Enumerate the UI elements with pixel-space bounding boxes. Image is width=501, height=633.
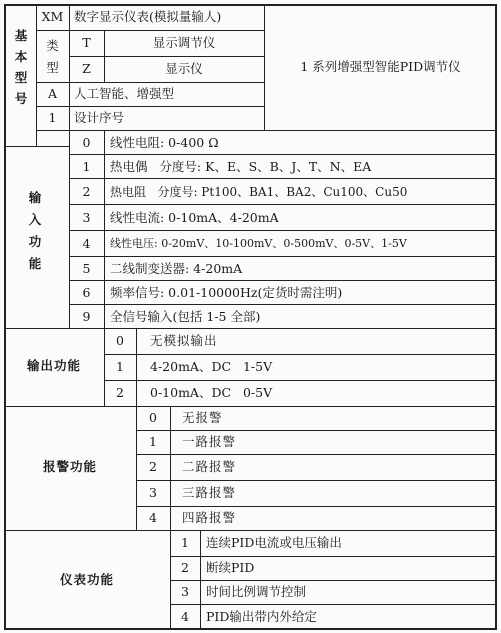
instrument-section-title: 仪表功能 <box>59 572 114 587</box>
instrument-desc: 断续PID <box>206 560 255 575</box>
basic-title-char: 本 <box>14 49 28 64</box>
grid-line <box>170 580 497 581</box>
alarm-code: 3 <box>149 485 157 500</box>
input-code: 2 <box>82 184 91 199</box>
output-desc: 4-20mA、DC 1-5V <box>150 359 273 374</box>
grid-line <box>69 280 497 281</box>
basic-desc: 人工智能、增强型 <box>74 86 175 101</box>
input-code: 4 <box>82 236 91 251</box>
input-code: 0 <box>82 135 91 150</box>
grid-line <box>69 256 497 257</box>
grid-line <box>170 604 497 605</box>
grid-line <box>36 130 497 131</box>
input-title-char: 入 <box>28 212 42 227</box>
alarm-desc: 无报警 <box>182 410 223 425</box>
input-desc: 热电阻 分度号: Pt100、BA1、BA2、Cu100、Cu50 <box>110 185 408 199</box>
grid-line <box>69 154 497 155</box>
input-desc: 线性电阻: 0-400 Ω <box>110 135 219 150</box>
input-code: 9 <box>82 309 91 324</box>
output-desc: 0-10mA、DC 0-5V <box>150 385 273 400</box>
basic-code: A <box>47 86 58 101</box>
output-code: 1 <box>116 359 124 374</box>
grid-line <box>104 354 497 355</box>
instrument-code: 2 <box>181 560 189 575</box>
input-desc: 二线制变送器: 4-20mA <box>110 261 243 276</box>
instrument-code: 1 <box>181 535 189 550</box>
alarm-code: 1 <box>149 434 157 449</box>
input-title-char: 功 <box>28 234 42 249</box>
input-code: 6 <box>82 285 91 300</box>
grid-line <box>136 454 497 455</box>
grid-line <box>4 530 497 531</box>
alarm-desc: 三路报警 <box>182 485 237 500</box>
basic-title-char: 号 <box>14 91 28 106</box>
basic-code: T <box>82 35 91 50</box>
basic-desc: 数字显示仪表(模拟量输人) <box>74 9 222 24</box>
input-title-char: 能 <box>28 256 42 271</box>
instrument-desc: 时间比例调节控制 <box>206 584 307 599</box>
grid-line <box>36 82 264 83</box>
input-title-char: 输 <box>28 190 42 205</box>
input-desc: 热电偶 分度号: K、E、S、B、J、T、N、EA <box>110 159 372 174</box>
type-label-char: 类 <box>46 38 59 53</box>
input-code: 3 <box>82 210 91 225</box>
input-desc: 全信号输入(包括 1-5 全部) <box>110 309 261 324</box>
output-code: 0 <box>116 333 124 348</box>
input-desc: 线性电流: 0-10mA、4-20mA <box>110 210 279 225</box>
basic-desc: 显示调节仪 <box>152 35 216 50</box>
basic-code: 1 <box>48 110 57 125</box>
alarm-code: 2 <box>149 459 157 474</box>
grid-line <box>69 178 497 179</box>
grid-line <box>136 480 497 481</box>
grid-line <box>136 328 137 406</box>
alarm-code: 0 <box>149 410 157 425</box>
instrument-code: 3 <box>181 584 189 599</box>
instrument-code: 4 <box>181 609 189 624</box>
grid-line <box>170 556 497 557</box>
grid-line <box>69 56 264 57</box>
type-label-char: 型 <box>46 60 59 75</box>
instrument-desc: PID输出带内外给定 <box>206 609 317 624</box>
basic-code: Z <box>82 61 91 76</box>
grid-line <box>104 380 497 381</box>
basic-code: XM <box>41 9 64 24</box>
grid-line <box>136 430 497 431</box>
grid-line <box>69 230 497 231</box>
grid-line <box>36 106 264 107</box>
input-desc: 频率信号: 0.01-10000Hz(定货时需注明) <box>110 285 343 300</box>
output-code: 2 <box>116 385 124 400</box>
basic-title-char: 基 <box>14 28 28 43</box>
grid-line <box>4 328 497 329</box>
alarm-desc: 一路报警 <box>182 434 237 449</box>
grid-line <box>69 304 497 305</box>
alarm-section-title: 报警功能 <box>42 459 97 474</box>
basic-desc: 设计序号 <box>74 110 125 125</box>
input-code: 5 <box>82 261 91 276</box>
alarm-code: 4 <box>149 510 157 525</box>
alarm-desc: 四路报警 <box>182 510 237 525</box>
grid-line <box>36 4 37 146</box>
alarm-desc: 二路报警 <box>182 459 237 474</box>
grid-line <box>69 204 497 205</box>
basic-title-char: 型 <box>14 70 28 85</box>
input-code: 1 <box>82 159 91 174</box>
series-name: 1 系列增强型智能PID调节仪 <box>300 59 461 74</box>
output-desc: 无模拟输出 <box>150 333 218 348</box>
output-section-title: 输出功能 <box>26 358 81 373</box>
instrument-desc: 连续PID电流或电压输出 <box>206 535 342 550</box>
grid-line <box>136 506 497 507</box>
grid-line <box>4 406 497 407</box>
basic-desc: 显示仪 <box>165 61 203 76</box>
input-desc: 线性电压: 0-20mV、10-100mV、0-500mV、0-5V、1-5V <box>110 237 407 250</box>
grid-line <box>4 146 69 147</box>
grid-line <box>36 30 264 31</box>
grid-line <box>104 130 105 328</box>
